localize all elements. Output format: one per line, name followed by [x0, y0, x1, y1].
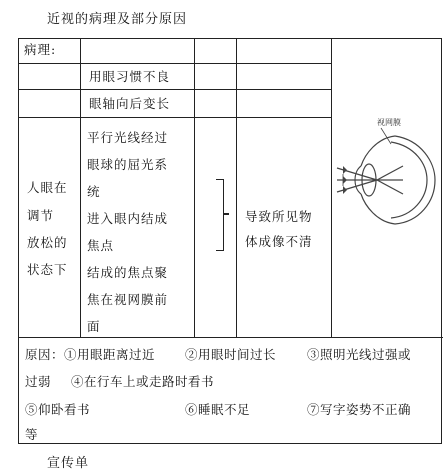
myopia-table	[18, 38, 442, 444]
retina-label: 视网膜	[377, 118, 401, 127]
pathology-label: 病理:	[24, 42, 57, 57]
mechanism-line: 进入眼内结成	[87, 211, 169, 226]
col-divider	[80, 39, 81, 337]
footer-label: 宣传单	[47, 456, 90, 471]
reason-item: ③照明光线过强或	[307, 347, 412, 362]
result-line: 体成像不清	[245, 234, 313, 249]
reason-item: 过弱	[25, 374, 52, 389]
bracket	[216, 179, 224, 251]
mechanism-line: 眼球的屈光系	[87, 157, 169, 172]
mechanism-line: 焦点	[87, 238, 115, 253]
mechanism-line: 结成的焦点聚	[87, 265, 169, 280]
mechanism-line: 焦在视网膜前	[87, 292, 169, 307]
col-divider	[236, 39, 237, 337]
condition-line: 人眼在	[27, 180, 68, 195]
page-title: 近视的病理及部分原因	[47, 12, 188, 27]
col-divider	[331, 39, 332, 337]
reason-item: 原因：①用眼距离过近	[25, 347, 156, 362]
reason-item: ②用眼时间过长	[185, 347, 277, 362]
reason-item: ⑤仰卧看书	[25, 402, 91, 417]
mechanism-line: 面	[87, 319, 101, 334]
row-divider	[19, 337, 443, 338]
mechanism-line: 平行光线经过	[87, 130, 169, 145]
row-divider	[19, 117, 331, 118]
mechanism-line: 统	[87, 184, 101, 199]
cell-habit: 用眼习惯不良	[89, 69, 171, 84]
mechanism-text	[87, 124, 185, 340]
row-divider	[19, 89, 331, 90]
row-divider	[19, 63, 331, 64]
result-line: 导致所见物	[245, 209, 313, 224]
eye-diagram	[333, 114, 441, 234]
condition-line: 状态下	[27, 262, 68, 277]
cell-axis: 眼轴向后变长	[89, 96, 171, 111]
reason-item: ⑥睡眠不足	[185, 402, 251, 417]
reason-item: ⑦写字姿势不正确	[307, 402, 412, 417]
col-divider	[194, 39, 195, 337]
condition-line: 调节	[27, 208, 55, 223]
condition-line: 放松的	[27, 235, 68, 250]
reason-item: ④在行车上或走路时看书	[71, 374, 215, 389]
reason-item: 等	[25, 427, 39, 442]
